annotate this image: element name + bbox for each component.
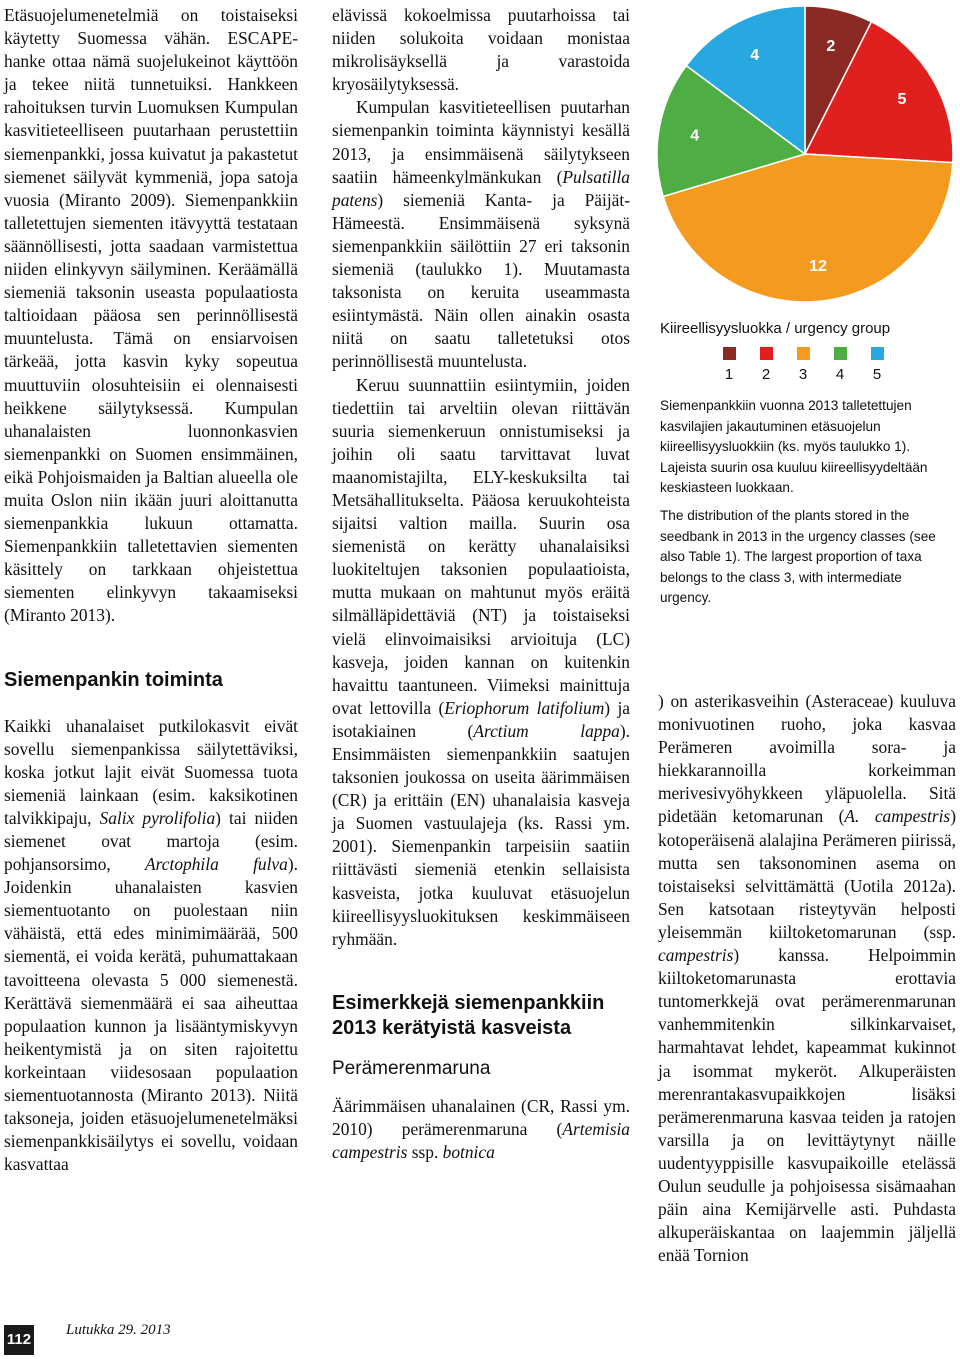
legend-item-1 [720,347,738,383]
legend-item-3 [794,347,812,383]
paragraph-kumpula: Kumpulan kasvitieteellisen puutarhan siemenpankin toiminta käynnistyi kesällä 2013, ja ensimmäisenä säilytykseen saatiin hämeenkylmänkukan (Pulsatilla patens) siemeniä Kanta- ja Päijät-Hämeestä. Ensimmäisenä syksynä siemenpankkiin säilöttiin 27 eri taksonin siemeniä (taulukko 1). Muutamasta taksonista on keruita useammasta esiintymästä. Näin ollen ainakin osasta niitä on saatu talletetuksi otos perinnöllisestä muuntelusta. [332,97,630,372]
paragraph-continued: elävissä kokoelmissa puutarhoissa tai niiden solukoita voidaan monistaa mikrolisäyksellä ja varastoida kryosäilytyksessä. [332,5,630,95]
legend-swatch-5 [871,347,884,360]
legend [720,347,886,383]
legend-item-5 [868,347,886,383]
legend-label-4: 4 [835,366,845,383]
legend-title: Kiireellisyysluokka / urgency group [660,320,891,337]
paragraph-peramerenmaruna-continued: ) on asterikasveihin (Asteraceae) kuuluva monivuotinen ruoho, joka kasvaa Perämeren avoimilla sora- ja hiekkarannoilla korkeimman merivesivyöhykkeen yläpuolella. Sitä pidetään ketomarunan (A. campestris) kotoperäisenä alalajina Perämeren piirissä, mutta sen taksonominen asema on toistaiseksi selvittämättä (Uotila 2012a). Sen katsotaan risteytyvän helposti yleisemmän kiiltoketomarunan (ssp. campestris) kanssa. Helpoimmin kiiltoketomarunasta erottavia tuntomerkkejä ovat perämerenmarunan vanhemmitenkin silkinkarvaiset, harmahtavat lehdet, kapeammat kukinnot ja isommat mykeröt. Alkuperäisten merenrantakasvupaikkojen lisäksi perämerenmaruna kasvaa teiden ja ratojen varsilla ja on levittäytynyt näille uudentyyppisille kasvupaikoille etelässä Oulun seudulle ja pohjoisessa sisämaahan päin aina Kemijärvelle asti. Puhdasta alkuperäiskantaa on laajemmin jäljellä enää Tornion [658,691,956,1266]
caption-finnish: Siemenpankkiin vuonna 2013 talletettujen kasvilajien jakautuminen etäsuojelun kiireellisyysluokkiin (ks. myös taulukko 1). Lajeista suurin osa kuuluu kiireellisyydeltään keskiasteen luokkaan. [660,398,928,496]
legend-swatch-1 [723,347,736,360]
paragraph-toiminta: Kaikki uhanalaiset putkilokasvit eivät sovellu siemenpankissa säilytettäviksi, koska jotkut lajit eivät Suomessa tuota siemeniä lainkaan (esim. kaksikotinen talvikkipaju, Salix pyrolifolia) tai niiden siemenet ovat martoja (esim. pohjansorsimo, Arctophila fulva). Joidenkin uhanalaisten kasvien siementuotanto on puolestaan niin vähäistä, että edes minimimäärää, 500 siementä, ei voida kerätä, puhumattakaan tavoitteena olevasta 5 000 siemenestä. Kerättävä siemenmäärä ei saa aiheuttaa populaation kunnon ja lisääntymiskyvyn heikentymistä ja on siten rajoitettu korkeintaan viidesosaan populaation siementuotannosta (Miranto 2013). Niitä taksoneja, joiden etäsuojelumenetelmäksi siemenpankkisäilytys ei sovellu, voidaan kasvattaa [4,715,298,1175]
legend-swatch-2 [760,347,773,360]
column-3 [658,690,956,1267]
page-number: 112 [4,1325,34,1355]
paragraph-peramerenmaruna: Äärimmäisen uhanalainen (CR, Rassi ym. 2010) perämerenmaruna (Artemisia campestris ssp. botnica [332,1095,630,1163]
caption-english: The distribution of the plants stored in the seedbank in 2013 in the urgency classes (see also Table 1). The largest proportion of taxa belongs to the class 3, with intermediate urgency. [660,507,936,606]
pie-label-class-3: 12 [809,258,827,276]
column-2 [332,4,630,1164]
legend-label-5: 5 [872,366,882,383]
legend-swatch-3 [797,347,810,360]
species-salix-pyrolifolia: Salix pyrolifolia [99,807,216,828]
subheading-peramerenmaruna: Perämerenmaruna [332,1057,491,1079]
pie-label-class-4: 4 [690,127,700,145]
paragraph-keruu: Keruu suunnattiin esiintymiin, joiden tiedettiin tai arveltiin olevan riittävän suuria siemenkeruun onnistumiseksi ja joihin oli saatu tarvittavat luvat maanomistajilta, ELY-keskuksilta tai Metsähallitukselta. Pääosa keruukohteista sijaitsi valtion mailla. Suurin osa siemenistä on kerätty uhanalaisiksi luokiteltujen taksonien populaatioista, mutta mukaan on mahtunut myös eräitä silmälläpidettäviä (NT) ja toistaiseksi vielä elinvoimaisiksi arvioituja (LC) kasveja, joiden kannan on kuitenkin havaittu taantuneen. Viimeksi mainittuja ovat lettovilla (Eriophorum latifolium) ja isotakiainen (Arctium lappa). Ensimmäisten siemenpankkiin saatujen taksonien joukossa on useita äärimmäisen (CR) ja erittäin (EN) uhanalaisia kasveja ja Suomen vastuulajeja (ks. Rassi ym. 2001). Siemenpankin tarpeisiin saatiin riittävästi siemeniä etenkin sellaisista kasveista, jotka kuuluvat etäsuojelun kiireellisyysluokituksen keskimmäiseen ryhmään. [332,374,630,949]
legend-label-2: 2 [761,366,771,383]
pie-label-class-5: 4 [750,46,760,64]
pie-label-class-1: 2 [826,38,836,56]
legend-label-1: 1 [724,366,734,383]
column-1 [4,4,298,1176]
pie-label-class-2: 5 [897,91,907,108]
legend-swatch-4 [834,347,847,360]
urgency-pie-chart [655,2,955,307]
paragraph-intro: Etäsuojelumenetelmiä on toistaiseksi käytetty Suomessa vähän. ESCAPE-hanke ottaa nämä suojelukeinot käyttöön ja tekee niitä tunnetuiksi. Hankkeen rahoituksen turvin Luomuksen Kumpulan kasvitieteelliseen puutarhaan perustettiin siemenpankki, jossa kuivatut ja pakastetut siemenet säilyvät kymmeniä, jopa satoja vuosia (Miranto 2009). Siemenpankkiin talletettujen siementen itävyyttä testataan säännöllisesti, jotta saadaan varmistettua niiden elinkyvyn säilyminen. Keräämällä siemeniä taksonin useasta populaatiosta taltioidaan pääosa sen perinnöllisestä muuntelusta. Tämä on ensiarvoisen tärkeää, jotta kasvin kyky sopeutua muuttuviin olosuhteisiin ei olennaisesti heikkene säilytyksessä. Kumpulan uhanalaisten luonnonkasvien siemenpankki on Suomen ensimmäinen, eikä Pohjoismaiden ja Baltian alueella ole muita Oslon niin ikään juuri aloittanutta siemenpankkia lukuun ottamatta. Siemenpankkiin talletettavien siementen käsittely on tarkkaan ohjeistettua siementen elinkyvyn takaamiseksi (Miranto 2013). [4,5,298,626]
section-heading-siemenpankin-toiminta: Siemenpankin toiminta [4,668,223,691]
species-arctophila-fulva: Arctophila fulva [145,854,288,875]
section-heading-esimerkkeja: Esimerkkejä siemenpankkiin 2013 kerätyistä kasveista [332,991,605,1039]
legend-item-4 [831,347,849,383]
legend-label-3: 3 [798,366,808,383]
journal-name: Lutukka 29. 2013 [66,1322,171,1338]
legend-item-2 [757,347,775,383]
figure-caption [660,396,956,609]
